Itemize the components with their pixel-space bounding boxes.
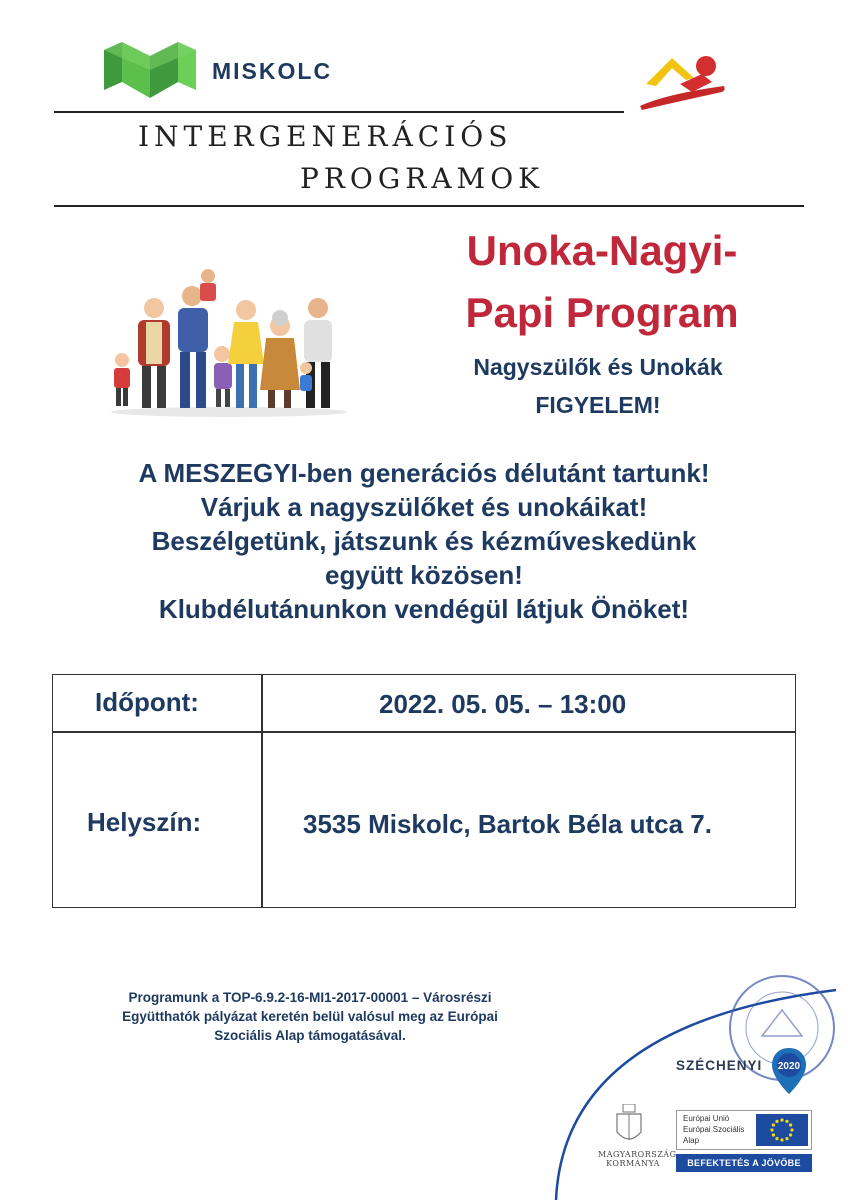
government-line1: MAGYARORSZÁG [598, 1150, 677, 1159]
info-table [52, 674, 796, 908]
header-rule-bottom [54, 205, 804, 207]
program-title-line2: Papi Program [465, 289, 739, 336]
szechenyi-year: 2020 [777, 1061, 801, 1072]
funding-note-line: Szociális Alap támogatásával. [214, 1028, 406, 1043]
funding-note-line: Programunk a TOP-6.9.2-16-MI1-2017-00001 – Városrészi [128, 990, 492, 1005]
date-value: 2022. 05. 05. – 13:00 [379, 689, 627, 719]
announcement-line: Várjuk a nagyszülőket és unokáikat! [200, 492, 648, 522]
investment-banner: BEFEKTETÉS A JÖVŐBE [676, 1154, 812, 1172]
eu-label-line2: Európai Szociális [683, 1125, 745, 1134]
announcement-line: A MESZEGYI-ben generációs délutánt tartunk! [138, 458, 710, 488]
program-title-line1: Unoka-Nagyi- [466, 227, 738, 274]
program-title [412, 220, 792, 344]
szechenyi-2020-pin-icon [770, 1046, 808, 1096]
eu-label-line3: Alap [683, 1136, 700, 1145]
program-subtitle-line2: FIGYELEM! [535, 392, 661, 418]
government-label [598, 1150, 677, 1168]
miskolc-logo [104, 42, 196, 98]
location-value: 3535 Miskolc, Bartok Béla utca 7. [303, 809, 712, 839]
announcement-line: Beszélgetünk, játszunk és kézműveskedünk [151, 526, 697, 556]
table-divider-vertical [261, 675, 263, 907]
skater-logo [636, 48, 728, 112]
date-label: Időpont: [95, 687, 199, 717]
government-line2: KORMÁNYA [606, 1159, 660, 1168]
brand-name: MISKOLC [212, 58, 333, 84]
eu-label-line1: Európai Unió [683, 1114, 730, 1123]
coat-of-arms-icon [614, 1104, 644, 1148]
eu-flag-icon [756, 1114, 808, 1146]
announcement-line: együtt közösen! [325, 560, 523, 590]
section-title-line1: INTERGENERÁCIÓS [138, 120, 513, 153]
table-divider-horizontal [53, 731, 795, 733]
funding-note [80, 988, 540, 1045]
announcement-text [40, 456, 808, 626]
announcement-line: Klubdélutánunkon vendégül látjuk Önöket! [158, 594, 690, 624]
family-illustration [104, 268, 354, 418]
szechenyi-label: SZÉCHENYI [676, 1058, 763, 1073]
funding-note-line: Együtthatók pályázat keretén belül valósul meg az Európai [122, 1009, 498, 1024]
section-title-line2: PROGRAMOK [300, 162, 545, 195]
header-rule-top [54, 111, 624, 113]
location-label: Helyszín: [87, 807, 202, 837]
program-subtitle-line1: Nagyszülők és Unokák [473, 354, 723, 380]
